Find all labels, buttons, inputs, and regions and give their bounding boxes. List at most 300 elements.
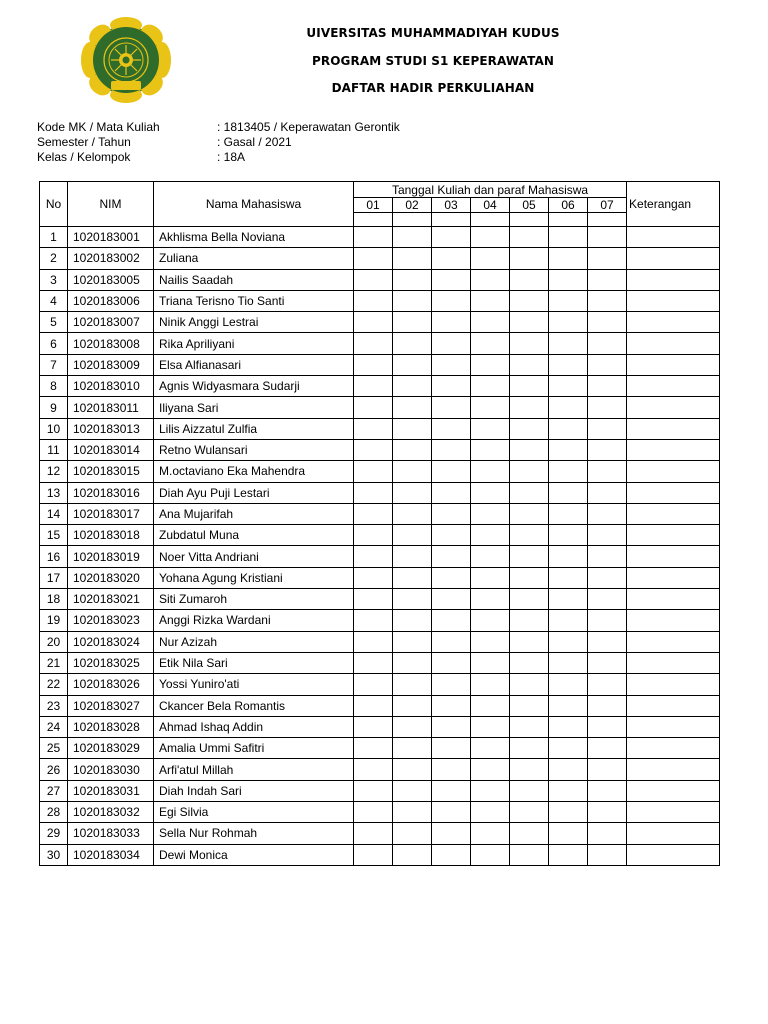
- cell-signature-04: [471, 312, 510, 333]
- table-row: [40, 844, 720, 865]
- cell-name: Diah Indah Sari: [154, 780, 354, 801]
- cell-name: Nailis Saadah: [154, 269, 354, 290]
- program-title: PROGRAM STUDI S1 KEPERAWATAN: [312, 54, 554, 68]
- cell-no: 19: [40, 610, 68, 631]
- cell-no: 30: [40, 844, 68, 865]
- cell-signature-05: [510, 652, 549, 673]
- cell-name: Dewi Monica: [154, 844, 354, 865]
- cell-name: Ana Mujarifah: [154, 503, 354, 524]
- cell-notes: [627, 248, 720, 269]
- header-date-07: 07: [588, 198, 627, 213]
- cell-signature-04: [471, 546, 510, 567]
- cell-signature-05: [510, 716, 549, 737]
- cell-signature-07: [588, 844, 627, 865]
- cell-nim: 1020183024: [68, 631, 154, 652]
- cell-signature-02: [393, 546, 432, 567]
- cell-notes: [627, 525, 720, 546]
- table-row: [40, 397, 720, 418]
- cell-signature-02: [393, 418, 432, 439]
- cell-signature-04: [471, 716, 510, 737]
- cell-signature-02: [393, 376, 432, 397]
- cell-nim: 1020183010: [68, 376, 154, 397]
- table-row: [40, 652, 720, 673]
- cell-signature-04: [471, 248, 510, 269]
- cell-name: Elsa Alfianasari: [154, 354, 354, 375]
- cell-notes: [627, 738, 720, 759]
- cell-signature-03: [432, 376, 471, 397]
- cell-nim: 1020183031: [68, 780, 154, 801]
- info-row-course: [37, 120, 400, 135]
- cell-no: 12: [40, 461, 68, 482]
- cell-notes: [627, 269, 720, 290]
- cell-name: Yohana Agung Kristiani: [154, 567, 354, 588]
- cell-signature-01: [354, 290, 393, 311]
- header-notes: Keterangan: [627, 182, 720, 227]
- header-date-blank: [588, 213, 627, 227]
- attendance-table: [39, 181, 720, 866]
- cell-signature-03: [432, 354, 471, 375]
- cell-notes: [627, 567, 720, 588]
- cell-signature-06: [549, 738, 588, 759]
- cell-signature-01: [354, 716, 393, 737]
- cell-notes: [627, 376, 720, 397]
- cell-signature-01: [354, 780, 393, 801]
- cell-signature-03: [432, 418, 471, 439]
- cell-signature-06: [549, 610, 588, 631]
- info-value: : 18A: [217, 150, 246, 164]
- table-row: [40, 312, 720, 333]
- university-logo: [76, 17, 176, 103]
- table-row: [40, 631, 720, 652]
- cell-nim: 1020183002: [68, 248, 154, 269]
- cell-no: 20: [40, 631, 68, 652]
- info-value: : Gasal / 2021: [217, 135, 292, 149]
- cell-signature-02: [393, 397, 432, 418]
- cell-name: Diah Ayu Puji Lestari: [154, 482, 354, 503]
- cell-name: Nur Azizah: [154, 631, 354, 652]
- cell-notes: [627, 546, 720, 567]
- cell-signature-05: [510, 227, 549, 248]
- cell-notes: [627, 312, 720, 333]
- cell-signature-04: [471, 759, 510, 780]
- cell-signature-02: [393, 738, 432, 759]
- cell-signature-02: [393, 227, 432, 248]
- cell-signature-04: [471, 610, 510, 631]
- document-title: DAFTAR HADIR PERKULIAHAN: [331, 81, 535, 95]
- table-row: [40, 610, 720, 631]
- cell-name: Siti Zumaroh: [154, 589, 354, 610]
- cell-signature-01: [354, 652, 393, 673]
- cell-name: M.octaviano Eka Mahendra: [154, 461, 354, 482]
- cell-signature-01: [354, 567, 393, 588]
- cell-signature-04: [471, 844, 510, 865]
- cell-signature-06: [549, 823, 588, 844]
- cell-signature-05: [510, 333, 549, 354]
- cell-signature-01: [354, 439, 393, 460]
- cell-signature-02: [393, 461, 432, 482]
- cell-signature-07: [588, 439, 627, 460]
- cell-nim: 1020183018: [68, 525, 154, 546]
- table-row: [40, 227, 720, 248]
- cell-signature-03: [432, 439, 471, 460]
- cell-signature-05: [510, 503, 549, 524]
- cell-no: 1: [40, 227, 68, 248]
- cell-signature-04: [471, 823, 510, 844]
- cell-signature-07: [588, 759, 627, 780]
- cell-signature-05: [510, 631, 549, 652]
- cell-signature-05: [510, 844, 549, 865]
- cell-name: Rika Apriliyani: [154, 333, 354, 354]
- cell-signature-01: [354, 461, 393, 482]
- cell-signature-04: [471, 418, 510, 439]
- cell-signature-03: [432, 461, 471, 482]
- cell-signature-04: [471, 738, 510, 759]
- cell-signature-05: [510, 695, 549, 716]
- cell-signature-04: [471, 589, 510, 610]
- header-date-blank: [471, 213, 510, 227]
- cell-signature-04: [471, 354, 510, 375]
- info-label: Semester / Tahun: [37, 135, 131, 149]
- table-row: [40, 461, 720, 482]
- cell-no: 10: [40, 418, 68, 439]
- cell-signature-07: [588, 290, 627, 311]
- cell-notes: [627, 397, 720, 418]
- cell-notes: [627, 759, 720, 780]
- cell-name: Yossi Yuniro'ati: [154, 674, 354, 695]
- cell-signature-05: [510, 738, 549, 759]
- cell-notes: [627, 652, 720, 673]
- cell-name: Ahmad Ishaq Addin: [154, 716, 354, 737]
- cell-signature-03: [432, 844, 471, 865]
- cell-signature-07: [588, 482, 627, 503]
- cell-nim: 1020183001: [68, 227, 154, 248]
- cell-signature-07: [588, 674, 627, 695]
- table-row: [40, 333, 720, 354]
- cell-signature-05: [510, 525, 549, 546]
- header-date-blank: [432, 213, 471, 227]
- cell-no: 26: [40, 759, 68, 780]
- cell-signature-06: [549, 418, 588, 439]
- cell-name: Anggi Rizka Wardani: [154, 610, 354, 631]
- cell-signature-02: [393, 674, 432, 695]
- cell-signature-03: [432, 482, 471, 503]
- cell-nim: 1020183021: [68, 589, 154, 610]
- cell-nim: 1020183007: [68, 312, 154, 333]
- table-row: [40, 716, 720, 737]
- cell-signature-05: [510, 802, 549, 823]
- cell-notes: [627, 439, 720, 460]
- header-date-02: 02: [393, 198, 432, 213]
- cell-signature-05: [510, 759, 549, 780]
- cell-signature-07: [588, 567, 627, 588]
- cell-no: 27: [40, 780, 68, 801]
- cell-notes: [627, 695, 720, 716]
- cell-signature-05: [510, 610, 549, 631]
- cell-signature-03: [432, 759, 471, 780]
- cell-nim: 1020183033: [68, 823, 154, 844]
- cell-signature-03: [432, 269, 471, 290]
- table-row: [40, 589, 720, 610]
- cell-signature-02: [393, 610, 432, 631]
- cell-signature-01: [354, 759, 393, 780]
- cell-signature-02: [393, 354, 432, 375]
- cell-signature-03: [432, 780, 471, 801]
- cell-signature-02: [393, 312, 432, 333]
- cell-signature-06: [549, 567, 588, 588]
- cell-signature-02: [393, 716, 432, 737]
- cell-name: Sella Nur Rohmah: [154, 823, 354, 844]
- cell-signature-02: [393, 482, 432, 503]
- cell-nim: 1020183030: [68, 759, 154, 780]
- cell-signature-04: [471, 397, 510, 418]
- header-date-06: 06: [549, 198, 588, 213]
- cell-signature-07: [588, 503, 627, 524]
- cell-signature-04: [471, 567, 510, 588]
- cell-signature-04: [471, 674, 510, 695]
- cell-nim: 1020183019: [68, 546, 154, 567]
- cell-nim: 1020183017: [68, 503, 154, 524]
- cell-signature-03: [432, 248, 471, 269]
- cell-name: Lilis Aizzatul Zulfia: [154, 418, 354, 439]
- cell-signature-01: [354, 503, 393, 524]
- header-date-blank: [510, 213, 549, 227]
- header-date-01: 01: [354, 198, 393, 213]
- cell-signature-03: [432, 716, 471, 737]
- cell-signature-07: [588, 461, 627, 482]
- cell-no: 29: [40, 823, 68, 844]
- cell-nim: 1020183009: [68, 354, 154, 375]
- cell-signature-02: [393, 439, 432, 460]
- cell-signature-01: [354, 376, 393, 397]
- cell-signature-01: [354, 546, 393, 567]
- cell-signature-02: [393, 652, 432, 673]
- cell-signature-01: [354, 610, 393, 631]
- cell-signature-06: [549, 376, 588, 397]
- table-row: [40, 248, 720, 269]
- cell-no: 4: [40, 290, 68, 311]
- cell-signature-06: [549, 503, 588, 524]
- cell-nim: 1020183028: [68, 716, 154, 737]
- cell-nim: 1020183027: [68, 695, 154, 716]
- cell-nim: 1020183011: [68, 397, 154, 418]
- cell-signature-04: [471, 802, 510, 823]
- cell-nim: 1020183025: [68, 652, 154, 673]
- header-date-03: 03: [432, 198, 471, 213]
- cell-signature-04: [471, 482, 510, 503]
- cell-signature-07: [588, 780, 627, 801]
- cell-signature-04: [471, 503, 510, 524]
- cell-notes: [627, 674, 720, 695]
- cell-nim: 1020183005: [68, 269, 154, 290]
- cell-signature-07: [588, 631, 627, 652]
- cell-signature-01: [354, 823, 393, 844]
- header-no: No: [40, 182, 68, 227]
- cell-signature-06: [549, 525, 588, 546]
- table-row: [40, 674, 720, 695]
- cell-name: Triana Terisno Tio Santi: [154, 290, 354, 311]
- cell-signature-02: [393, 631, 432, 652]
- cell-notes: [627, 716, 720, 737]
- cell-no: 5: [40, 312, 68, 333]
- cell-no: 7: [40, 354, 68, 375]
- cell-signature-03: [432, 802, 471, 823]
- cell-signature-04: [471, 525, 510, 546]
- cell-signature-06: [549, 844, 588, 865]
- cell-no: 23: [40, 695, 68, 716]
- cell-signature-05: [510, 567, 549, 588]
- cell-signature-07: [588, 695, 627, 716]
- table-row: [40, 546, 720, 567]
- cell-signature-02: [393, 269, 432, 290]
- cell-signature-01: [354, 674, 393, 695]
- cell-notes: [627, 610, 720, 631]
- cell-nim: 1020183032: [68, 802, 154, 823]
- cell-signature-06: [549, 546, 588, 567]
- table-row: [40, 780, 720, 801]
- cell-signature-06: [549, 290, 588, 311]
- cell-signature-07: [588, 248, 627, 269]
- university-title: UIVERSITAS MUHAMMADIYAH KUDUS: [306, 26, 560, 40]
- cell-signature-01: [354, 482, 393, 503]
- cell-signature-03: [432, 290, 471, 311]
- info-value: : 1813405 / Keperawatan Gerontik: [217, 120, 400, 134]
- cell-signature-01: [354, 525, 393, 546]
- cell-signature-02: [393, 759, 432, 780]
- table-row: [40, 503, 720, 524]
- cell-signature-07: [588, 652, 627, 673]
- cell-signature-06: [549, 397, 588, 418]
- table-row: [40, 290, 720, 311]
- cell-nim: 1020183014: [68, 439, 154, 460]
- header-dates-group: Tanggal Kuliah dan paraf Mahasiswa: [354, 182, 627, 198]
- cell-signature-01: [354, 354, 393, 375]
- cell-signature-03: [432, 397, 471, 418]
- cell-signature-01: [354, 333, 393, 354]
- cell-signature-06: [549, 248, 588, 269]
- cell-signature-07: [588, 823, 627, 844]
- cell-notes: [627, 227, 720, 248]
- cell-signature-06: [549, 439, 588, 460]
- cell-signature-07: [588, 610, 627, 631]
- cell-notes: [627, 844, 720, 865]
- cell-signature-06: [549, 780, 588, 801]
- cell-signature-03: [432, 333, 471, 354]
- cell-signature-04: [471, 695, 510, 716]
- cell-signature-06: [549, 695, 588, 716]
- cell-signature-02: [393, 844, 432, 865]
- cell-signature-03: [432, 227, 471, 248]
- cell-signature-05: [510, 418, 549, 439]
- cell-signature-03: [432, 674, 471, 695]
- cell-signature-04: [471, 461, 510, 482]
- table-row: [40, 269, 720, 290]
- cell-notes: [627, 823, 720, 844]
- cell-signature-06: [549, 482, 588, 503]
- cell-no: 11: [40, 439, 68, 460]
- cell-signature-01: [354, 269, 393, 290]
- cell-signature-05: [510, 269, 549, 290]
- cell-signature-02: [393, 525, 432, 546]
- header-date-blank: [549, 213, 588, 227]
- cell-signature-06: [549, 716, 588, 737]
- cell-signature-01: [354, 418, 393, 439]
- cell-signature-03: [432, 610, 471, 631]
- cell-signature-03: [432, 312, 471, 333]
- cell-signature-07: [588, 333, 627, 354]
- cell-signature-01: [354, 631, 393, 652]
- table-row: [40, 354, 720, 375]
- header-date-04: 04: [471, 198, 510, 213]
- cell-signature-02: [393, 248, 432, 269]
- cell-notes: [627, 589, 720, 610]
- cell-nim: 1020183023: [68, 610, 154, 631]
- info-row-class: [37, 150, 400, 165]
- cell-nim: 1020183008: [68, 333, 154, 354]
- cell-signature-01: [354, 589, 393, 610]
- cell-notes: [627, 802, 720, 823]
- cell-signature-03: [432, 525, 471, 546]
- cell-signature-05: [510, 589, 549, 610]
- cell-signature-04: [471, 652, 510, 673]
- cell-name: Iliyana Sari: [154, 397, 354, 418]
- cell-signature-07: [588, 418, 627, 439]
- cell-signature-01: [354, 844, 393, 865]
- cell-signature-04: [471, 376, 510, 397]
- cell-name: Akhlisma Bella Noviana: [154, 227, 354, 248]
- cell-signature-02: [393, 780, 432, 801]
- cell-signature-01: [354, 738, 393, 759]
- cell-signature-05: [510, 439, 549, 460]
- cell-signature-05: [510, 546, 549, 567]
- cell-signature-02: [393, 695, 432, 716]
- cell-nim: 1020183015: [68, 461, 154, 482]
- cell-signature-01: [354, 397, 393, 418]
- cell-no: 15: [40, 525, 68, 546]
- cell-name: Etik Nila Sari: [154, 652, 354, 673]
- cell-no: 17: [40, 567, 68, 588]
- cell-signature-02: [393, 503, 432, 524]
- cell-signature-06: [549, 269, 588, 290]
- cell-nim: 1020183020: [68, 567, 154, 588]
- cell-signature-03: [432, 503, 471, 524]
- cell-no: 16: [40, 546, 68, 567]
- course-info: [37, 120, 400, 165]
- cell-signature-01: [354, 802, 393, 823]
- cell-name: Arfi'atul Millah: [154, 759, 354, 780]
- cell-signature-03: [432, 652, 471, 673]
- cell-notes: [627, 780, 720, 801]
- cell-signature-02: [393, 290, 432, 311]
- cell-notes: [627, 503, 720, 524]
- cell-signature-02: [393, 802, 432, 823]
- table-row: [40, 439, 720, 460]
- cell-no: 25: [40, 738, 68, 759]
- table-row: [40, 376, 720, 397]
- cell-signature-01: [354, 248, 393, 269]
- cell-notes: [627, 290, 720, 311]
- cell-signature-01: [354, 312, 393, 333]
- cell-name: Ckancer Bela Romantis: [154, 695, 354, 716]
- cell-signature-03: [432, 738, 471, 759]
- cell-signature-04: [471, 227, 510, 248]
- header-name: Nama Mahasiswa: [154, 182, 354, 227]
- table-row: [40, 802, 720, 823]
- cell-no: 9: [40, 397, 68, 418]
- table-row: [40, 823, 720, 844]
- table-row: [40, 738, 720, 759]
- info-row-semester: [37, 135, 400, 150]
- cell-name: Zubdatul Muna: [154, 525, 354, 546]
